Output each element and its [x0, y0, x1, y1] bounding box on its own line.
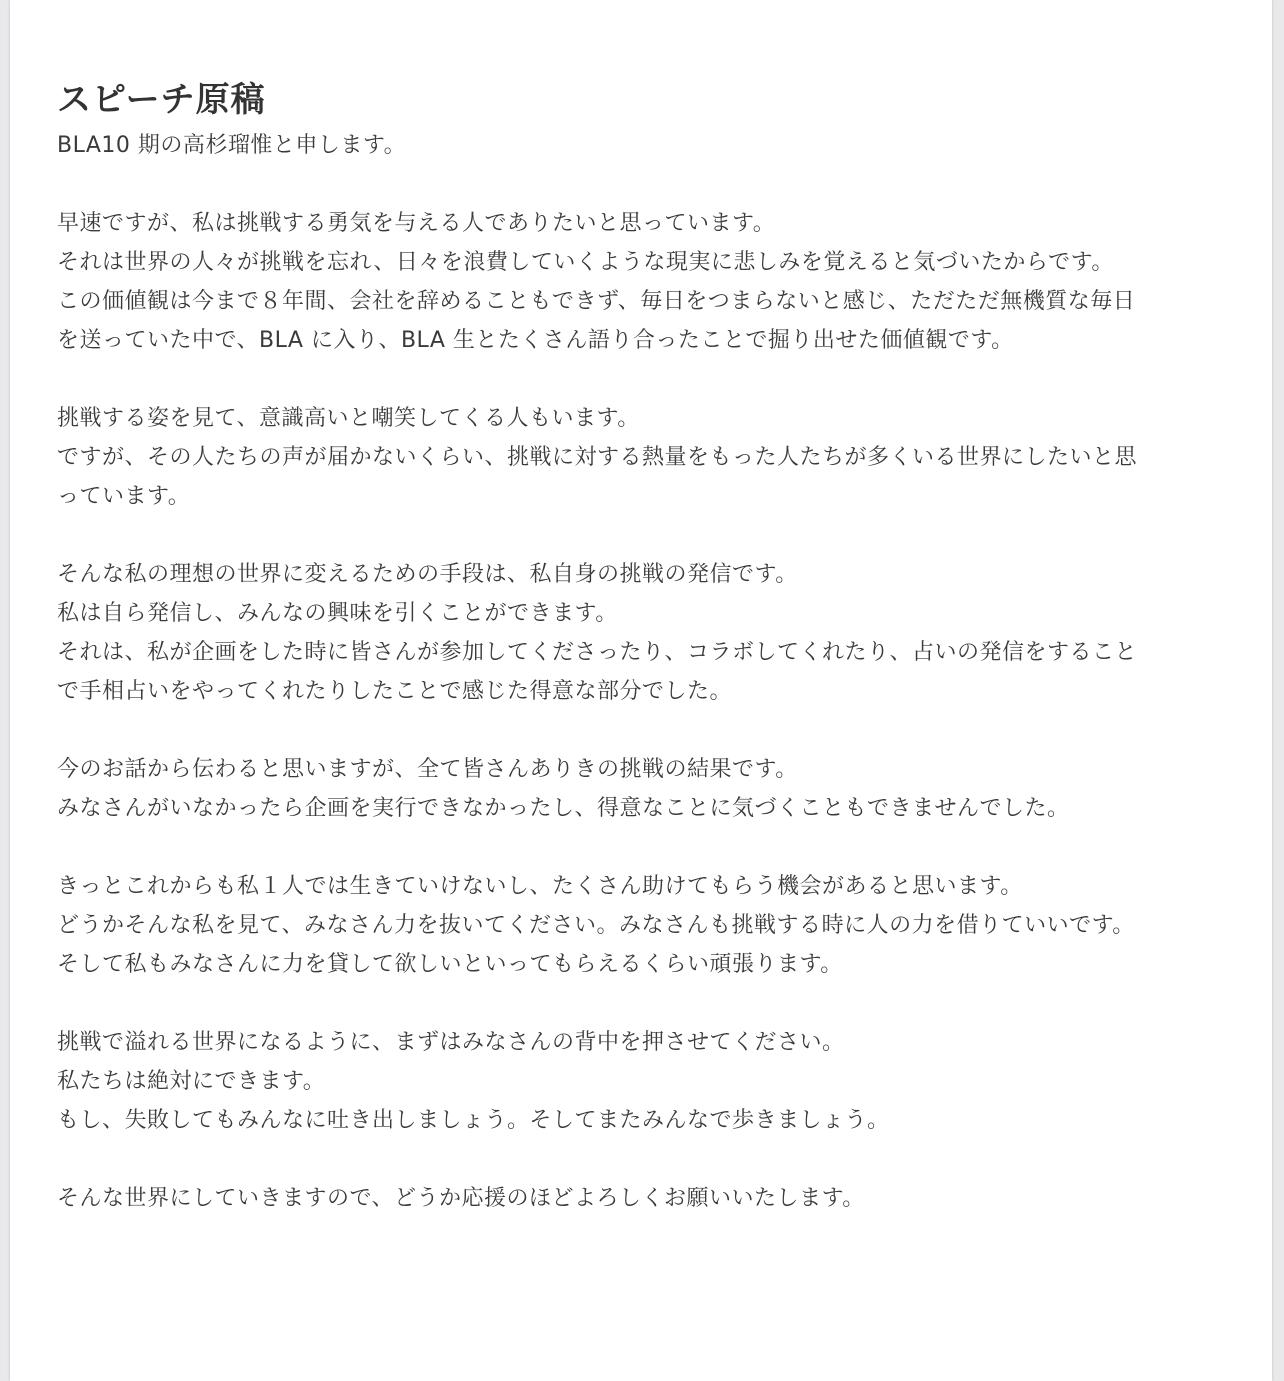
blank-line — [57, 360, 1272, 399]
blank-line — [57, 984, 1272, 1023]
text-line: この価値観は今まで８年間、会社を辞めることもできず、毎日をつまらないと感じ、ただただ無機質な毎日 — [57, 289, 1136, 314]
document-body — [57, 126, 1272, 1218]
blank-line — [57, 711, 1272, 750]
document-title: スピーチ原稿 — [57, 80, 266, 120]
blank-line — [57, 1140, 1272, 1179]
text-line: そして私もみなさんに力を貸して欲しいといってもらえるくらい頑張ります。 — [57, 952, 843, 977]
text-line: 私は自ら発信し、みんなの興味を引くことができます。 — [57, 601, 618, 626]
text-line: 挑戦する姿を見て、意識高いと嘲笑してくる人もいます。 — [57, 406, 640, 431]
text-line: それは世界の人々が挑戦を忘れ、日々を浪費していくような現実に悲しみを覚えると気づいたからです。 — [57, 250, 1114, 275]
text-line: もし、失敗してもみんなに吐き出しましょう。そしてまたみんなで歩きましょう。 — [57, 1108, 890, 1133]
text-line: 挑戦で溢れる世界になるように、まずはみなさんの背中を押させてください。 — [57, 1030, 845, 1055]
blank-line — [57, 516, 1272, 555]
text-line: 私たちは絶対にできます。 — [57, 1069, 326, 1094]
text-line: そんな世界にしていきますので、どうか応援のほどよろしくお願いいたします。 — [57, 1186, 865, 1211]
text-line: 今のお話から伝わると思いますが、全て皆さんありきの挑戦の結果です。 — [57, 757, 798, 782]
text-line: きっとこれからも私１人では生きていけないし、たくさん助けてもらう機会があると思います。 — [57, 874, 1023, 899]
text-line: BLA10 期の高杉瑠惟と申します。 — [57, 133, 407, 158]
text-line: どうかそんな私を見て、みなさん力を抜いてください。みなさんも挑戦する時に人の力を借りていいです。 — [57, 913, 1135, 938]
text-line: を送っていた中で、BLA に入り、BLA 生とたくさん語り合ったことで掘り出せた価値観です。 — [57, 328, 1014, 353]
text-line: で手相占いをやってくれたりしたことで感じた得意な部分でした。 — [57, 679, 733, 704]
text-line: それは、私が企画をした時に皆さんが参加してくださったり、コラボしてくれたり、占いの発信をすること — [57, 640, 1138, 665]
text-line: 早速ですが、私は挑戦する勇気を与える人でありたいと思っています。 — [57, 211, 776, 236]
text-line: みなさんがいなかったら企画を実行できなかったし、得意なことに気づくこともできませんでした。 — [57, 796, 1070, 821]
blank-line — [57, 165, 1272, 204]
text-line: ですが、その人たちの声が届かないくらい、挑戦に対する熱量をもった人たちが多くいる世界にしたいと思 — [57, 445, 1138, 470]
text-line: っています。 — [57, 484, 191, 509]
text-line: そんな私の理想の世界に変えるための手段は、私自身の挑戦の発信です。 — [57, 562, 798, 587]
document-page — [10, 0, 1272, 1381]
blank-line — [57, 828, 1272, 867]
